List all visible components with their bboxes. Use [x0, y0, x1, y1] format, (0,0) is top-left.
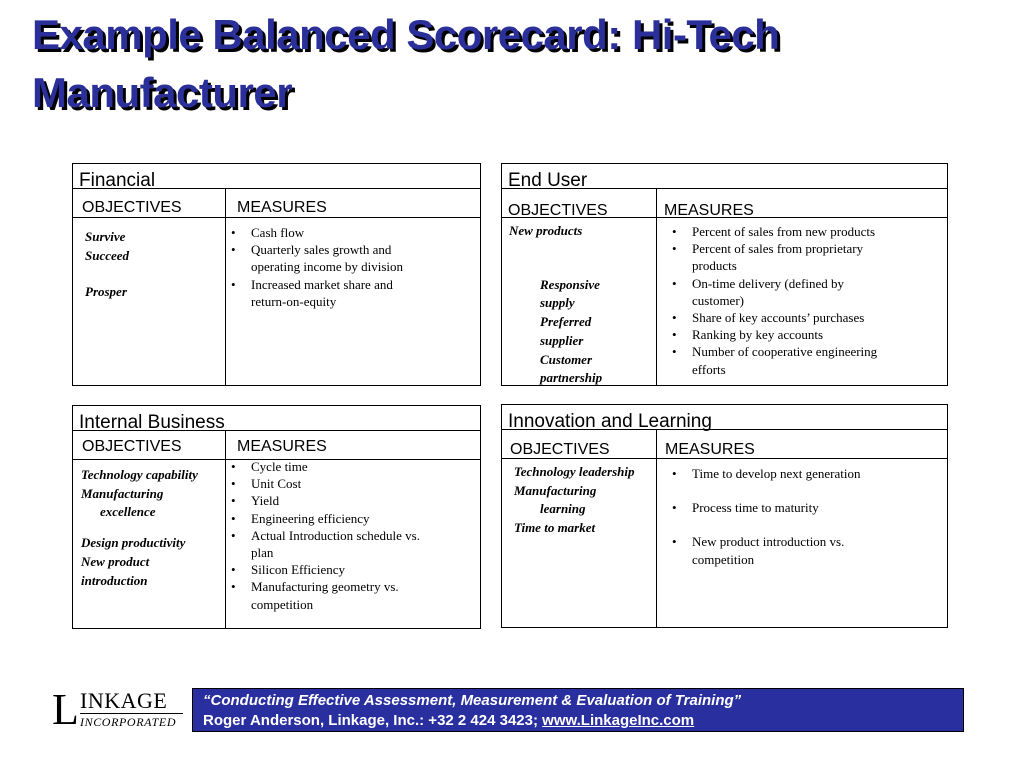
footer-credit: Roger Anderson, Linkage, Inc.: +32 2 424 3423; — [203, 712, 538, 729]
objective-item: Design productivity — [81, 535, 186, 551]
measure-item: • Silicon Efficiency — [227, 561, 437, 578]
measures-list — [668, 465, 898, 585]
objective-item: Survive — [85, 229, 126, 244]
measure-item: • Increased market share and return-on-equity — [227, 276, 427, 310]
objective-item: Customer partnership — [540, 351, 603, 386]
measures-header: MEASURES — [664, 202, 754, 219]
objectives-header: OBJECTIVES — [508, 202, 608, 219]
measures-header: MEASURES — [665, 441, 755, 458]
objective-item: Technology capability — [81, 467, 198, 482]
objective-item: Time to market — [514, 520, 596, 536]
measure-item: • Unit Cost — [227, 475, 437, 492]
objective-item: Manufacturing excellence — [81, 485, 164, 520]
measure-item: • Manufacturing geometry vs. competition — [227, 578, 437, 612]
measure-item: • Number of cooperative engineering efforts — [668, 343, 898, 377]
measure-item: • Share of key accounts’ purchases — [668, 309, 898, 326]
objective-item: Preferred supplier — [540, 314, 592, 348]
measure-item: • Quarterly sales growth and operating income by division — [227, 241, 427, 275]
objectives-header: OBJECTIVES — [82, 438, 182, 455]
measure-item: • On-time delivery (defined by customer) — [668, 275, 898, 309]
objectives-list — [509, 222, 639, 388]
measure-item: • Percent of sales from new products — [668, 223, 898, 240]
measures-list — [668, 223, 898, 378]
objectives-header: OBJECTIVES — [82, 199, 182, 216]
panel-title: End User — [508, 170, 588, 191]
measure-item: • Ranking by key accounts — [668, 326, 898, 343]
footer-quote: “Conducting Effective Assessment, Measurement & Evaluation of Training” — [203, 692, 742, 709]
objectives-list — [85, 228, 129, 302]
measure-item: • Cash flow — [227, 224, 427, 241]
footer-website-link[interactable]: www.LinkageInc.com — [542, 712, 695, 729]
measure-item: • Time to develop next generation — [668, 465, 898, 482]
end-user-panel — [501, 163, 948, 386]
measure-item: • Engineering efficiency — [227, 510, 437, 527]
panel-title: Internal Business — [79, 412, 225, 433]
measures-list — [227, 224, 427, 310]
objectives-list — [514, 463, 644, 538]
objective-item: New product introduction — [81, 553, 150, 588]
objective-item: Manufacturing learning — [514, 482, 597, 517]
financial-panel — [72, 163, 481, 386]
internal-business-panel — [72, 405, 481, 629]
measure-item: • Cycle time — [227, 458, 437, 475]
logo-wordmark: INKAGE — [80, 688, 168, 713]
measures-list — [227, 458, 437, 613]
objective-item: Succeed — [85, 247, 130, 263]
measure-item: • Process time to maturity — [668, 499, 898, 516]
linkage-logo — [52, 685, 184, 734]
objectives-header: OBJECTIVES — [510, 441, 610, 458]
slide-title: Example Balanced Scorecard: Hi-Tech Manufacturer — [32, 11, 780, 116]
measures-header: MEASURES — [237, 199, 327, 216]
objective-item: Prosper — [85, 284, 127, 300]
objective-item: Responsive supply — [540, 276, 600, 311]
innovation-learning-panel — [501, 404, 948, 628]
panel-title: Financial — [79, 170, 156, 191]
panel-title: Innovation and Learning — [508, 411, 712, 432]
measure-item: • Yield — [227, 492, 437, 509]
objective-item: New products — [509, 223, 583, 238]
logo-tagline: INCORPORATED — [80, 715, 177, 729]
measure-item: • New product introduction vs. competition — [668, 533, 898, 567]
logo-letter: L — [52, 685, 79, 734]
footer-banner — [192, 688, 964, 732]
measure-item: • Percent of sales from proprietary products — [668, 240, 898, 274]
measure-item: • Actual Introduction schedule vs. plan — [227, 527, 437, 561]
objectives-list — [81, 466, 201, 590]
objective-item: Technology leadership — [514, 464, 635, 479]
measures-header: MEASURES — [237, 438, 327, 455]
